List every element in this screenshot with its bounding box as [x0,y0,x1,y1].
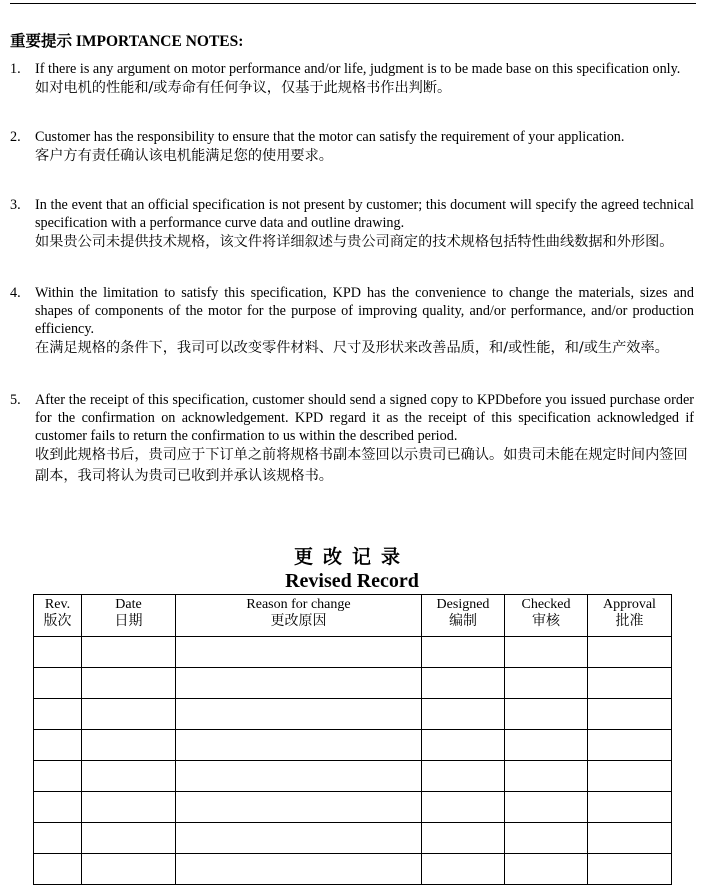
table-header-row [34,595,672,637]
column-header-designed [422,595,505,637]
table-cell [34,823,82,854]
table-row [34,668,672,699]
header-english: Reason for change [246,597,351,612]
note-english: Customer has the responsibility to ensure that the motor can satisfy the requirement of your application. [35,129,625,145]
table-cell [82,730,176,761]
table-cell [505,854,588,885]
table-cell [82,792,176,823]
table-cell [588,823,672,854]
table-cell [588,792,672,823]
table-cell [505,637,588,668]
table-cell [505,668,588,699]
table-cell [82,637,176,668]
column-header-date [82,595,176,637]
table-cell [82,761,176,792]
note-number: 1. [10,61,21,77]
header-chinese: 批准 [615,613,644,629]
header-chinese: 版次 [43,613,72,629]
table-cell [34,854,82,885]
table-row [34,699,672,730]
column-header-approval [588,595,672,637]
table-cell [82,854,176,885]
column-header-rev [34,595,82,637]
table-cell [176,823,422,854]
table-cell [82,668,176,699]
header-english: Approval [603,597,656,612]
header-english: Rev. [44,597,71,612]
table-row [34,854,672,885]
revised-record-title-chinese: 更改记录 [293,546,410,568]
note-english: Within the limitation to satisfy this specification, KPD has the convenience to change the materials, sizes and shapes of components of the motor for the purpose of improving quality, and/or performance, and/or production efficiency. [35,285,694,337]
header-english: Designed [436,597,490,612]
note-2 [10,128,694,167]
note-english: After the receipt of this specification, customer should send a signed copy to KPDbefore you issued purchase order for the confirmation on acknowledgement. KPD regard it as the receipt of this specification acknowledged if customer fails to return the confirmation to us within the described period. [35,392,694,444]
note-chinese: 如对电机的性能和/或寿命有任何争议，仅基于此规格书作出判断。 [35,80,452,96]
table-cell [588,699,672,730]
table-cell [176,792,422,823]
note-chinese: 在满足规格的条件下，我司可以改变零件材料、尺寸及形状来改善品质，和/或性能，和/或生产效率。 [35,340,669,356]
table-row [34,761,672,792]
table-row [34,823,672,854]
note-4 [10,284,694,359]
revised-record-title: Revised Record [285,570,419,592]
table-cell [82,699,176,730]
note-number: 2. [10,129,21,145]
note-5 [10,391,694,487]
note-english: If there is any argument on motor performance and/or life, judgment is to be made base on this specification only. [35,61,681,77]
importance-notes-heading: 重要提示 IMPORTANCE NOTES: [10,33,244,50]
top-rule [10,3,696,4]
table-cell [176,699,422,730]
table-row [34,730,672,761]
table-cell [176,668,422,699]
revised-record-table [33,594,672,885]
table-cell [34,761,82,792]
table-cell [422,823,505,854]
column-header-checked [505,595,588,637]
table-cell [422,854,505,885]
header-chinese: 日期 [114,613,143,629]
header-chinese: 审核 [532,613,560,629]
table-cell [176,761,422,792]
note-number: 5. [10,392,21,408]
table-cell [505,792,588,823]
table-cell [588,761,672,792]
table-cell [588,637,672,668]
table-cell [588,730,672,761]
table-cell [34,730,82,761]
note-chinese: 收到此规格书后，贵司应于下订单之前将规格书副本签回以示贵司已确认。如贵司未能在规定时间内签回副本，我司将认为贵司已收到并承认该规格书。 [35,447,688,484]
column-header-reason [176,595,422,637]
table-cell [176,730,422,761]
table-cell [588,668,672,699]
table-cell [82,823,176,854]
header-english: Checked [521,597,571,612]
note-3 [10,196,694,253]
header-english: Date [115,597,142,612]
note-chinese: 客户方有责任确认该电机能满足您的使用要求。 [35,148,333,164]
note-number: 3. [10,197,21,213]
table-cell [176,854,422,885]
table-row [34,792,672,823]
table-cell [34,792,82,823]
header-chinese: 更改原因 [270,613,327,629]
table-cell [422,761,505,792]
table-row [34,637,672,668]
note-english: In the event that an official specification is not present by customer; this document will specify the agreed technical specification with a performance curve data and outline drawing. [35,197,694,231]
table-cell [422,668,505,699]
table-cell [505,699,588,730]
table-cell [422,792,505,823]
table-cell [505,761,588,792]
table-cell [176,637,422,668]
table-cell [422,699,505,730]
note-number: 4. [10,285,21,301]
table-cell [422,730,505,761]
header-chinese: 编制 [449,613,477,629]
table-cell [34,668,82,699]
note-chinese: 如果贵公司未提供技术规格，该文件将详细叙述与贵公司商定的技术规格包括特性曲线数据和外形图。 [35,234,674,250]
note-1 [10,60,694,99]
table-cell [34,637,82,668]
table-cell [505,823,588,854]
table-cell [505,730,588,761]
table-cell [588,854,672,885]
table-cell [422,637,505,668]
table-cell [34,699,82,730]
